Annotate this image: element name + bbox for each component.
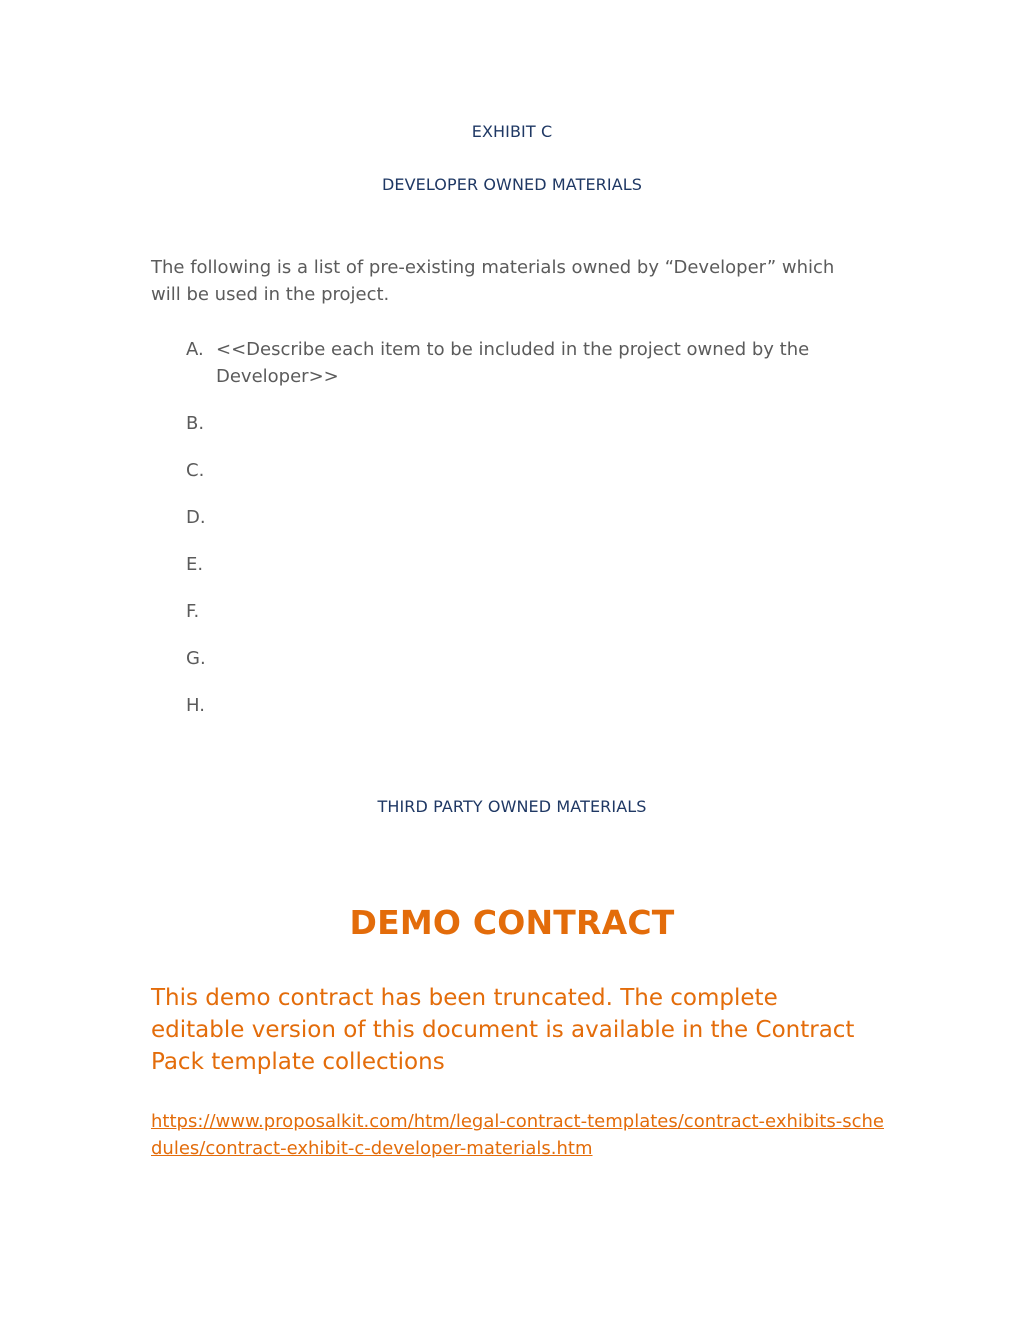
list-item bbox=[186, 504, 866, 531]
list-item bbox=[186, 692, 866, 719]
list-marker: H. bbox=[186, 695, 205, 716]
demo-notice-text: This demo contract has been truncated. The complete editable version of this document is available in the Contract Pack template collections bbox=[151, 985, 855, 1075]
list-item-text: <<Describe each item to be included in the project owned by the Developer>> bbox=[216, 339, 810, 387]
list-marker: C. bbox=[186, 460, 205, 481]
section-heading-developer-materials: DEVELOPER OWNED MATERIALS bbox=[381, 175, 643, 194]
list-item bbox=[186, 551, 866, 578]
list-marker: D. bbox=[186, 507, 206, 528]
demo-contract-title: DEMO CONTRACT bbox=[349, 903, 675, 942]
intro-paragraph: The following is a list of pre-existing materials owned by “Developer” which will be used in the project. bbox=[151, 257, 835, 305]
list-item bbox=[186, 336, 866, 390]
template-link[interactable]: https://www.proposalkit.com/htm/legal-contract-templates/contract-exhibits-schedules/contract-exhibit-c-developer-materials.htm bbox=[151, 1111, 884, 1159]
list-item bbox=[186, 645, 866, 672]
list-item bbox=[186, 598, 866, 625]
list-marker: G. bbox=[186, 648, 206, 669]
list-item bbox=[186, 457, 866, 484]
materials-list bbox=[186, 336, 866, 739]
section-heading-third-party-materials: THIRD PARTY OWNED MATERIALS bbox=[377, 797, 647, 816]
exhibit-title: EXHIBIT C bbox=[471, 122, 553, 141]
list-item bbox=[186, 410, 866, 437]
list-marker: F. bbox=[186, 601, 200, 622]
list-marker: A. bbox=[186, 339, 204, 360]
list-marker: E. bbox=[186, 554, 204, 575]
list-marker: B. bbox=[186, 413, 205, 434]
